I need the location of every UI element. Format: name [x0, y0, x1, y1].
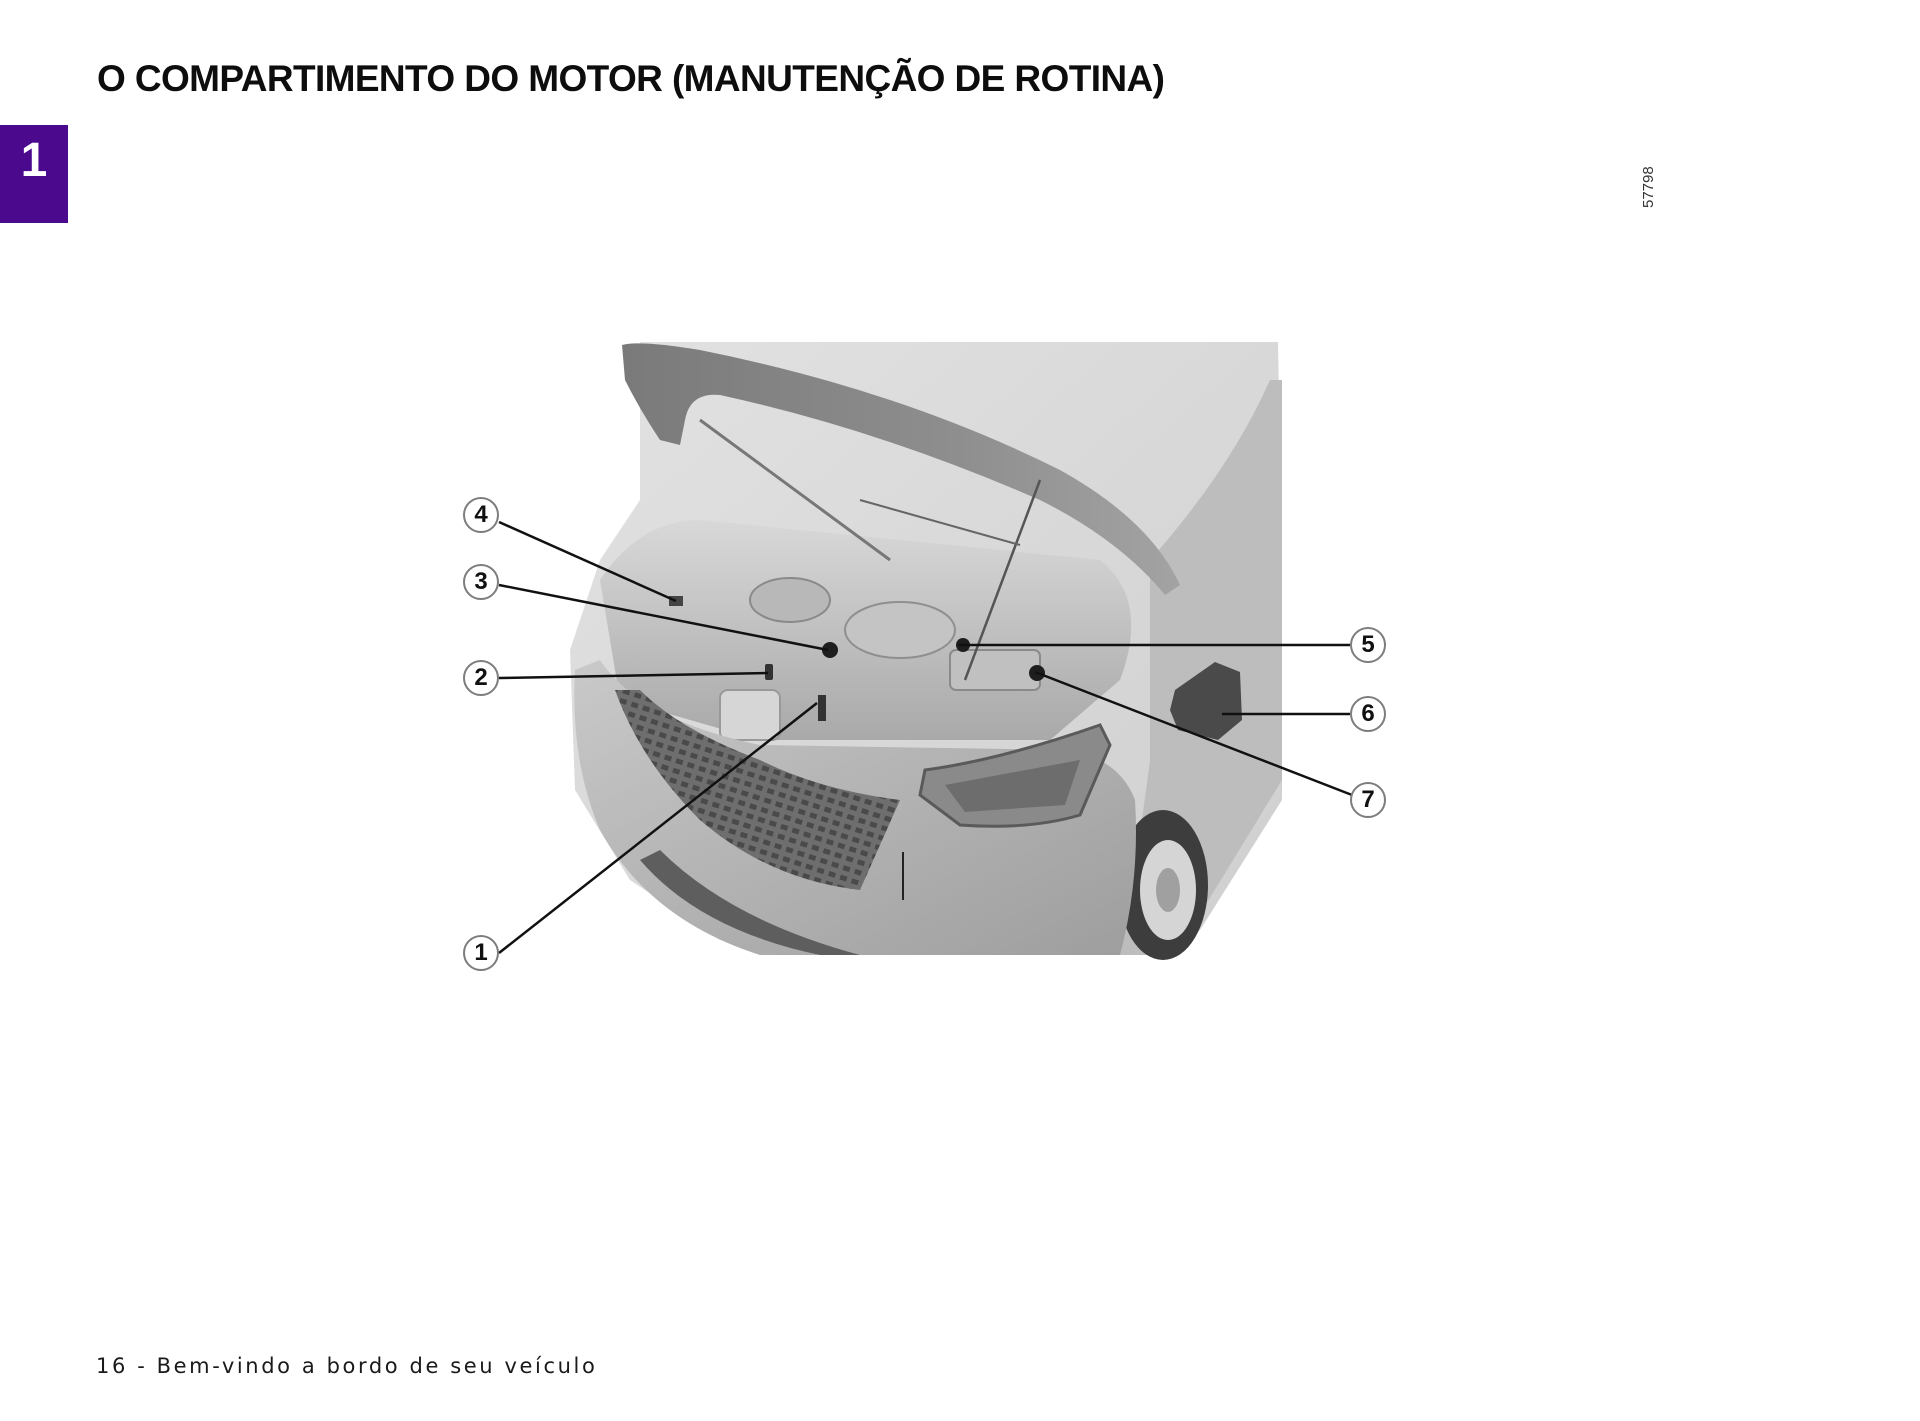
page-title: O COMPARTIMENTO DO MOTOR (MANUTENÇÃO DE ROTINA): [97, 58, 1165, 99]
callout-6: 6: [1350, 696, 1386, 732]
figure-reference-number: 57798: [1640, 166, 1657, 208]
chapter-number: 1: [20, 134, 48, 187]
callout-7: 7: [1350, 782, 1386, 818]
callout-5: 5: [1350, 627, 1386, 663]
callout-2: 2: [463, 660, 499, 696]
callout-1: 1: [463, 935, 499, 971]
chapter-tab: [0, 125, 68, 223]
page-footer: 16 - Bem-vindo a bordo de seu veículo: [96, 1354, 598, 1378]
callout-3: 3: [463, 564, 499, 600]
callout-4: 4: [463, 497, 499, 533]
